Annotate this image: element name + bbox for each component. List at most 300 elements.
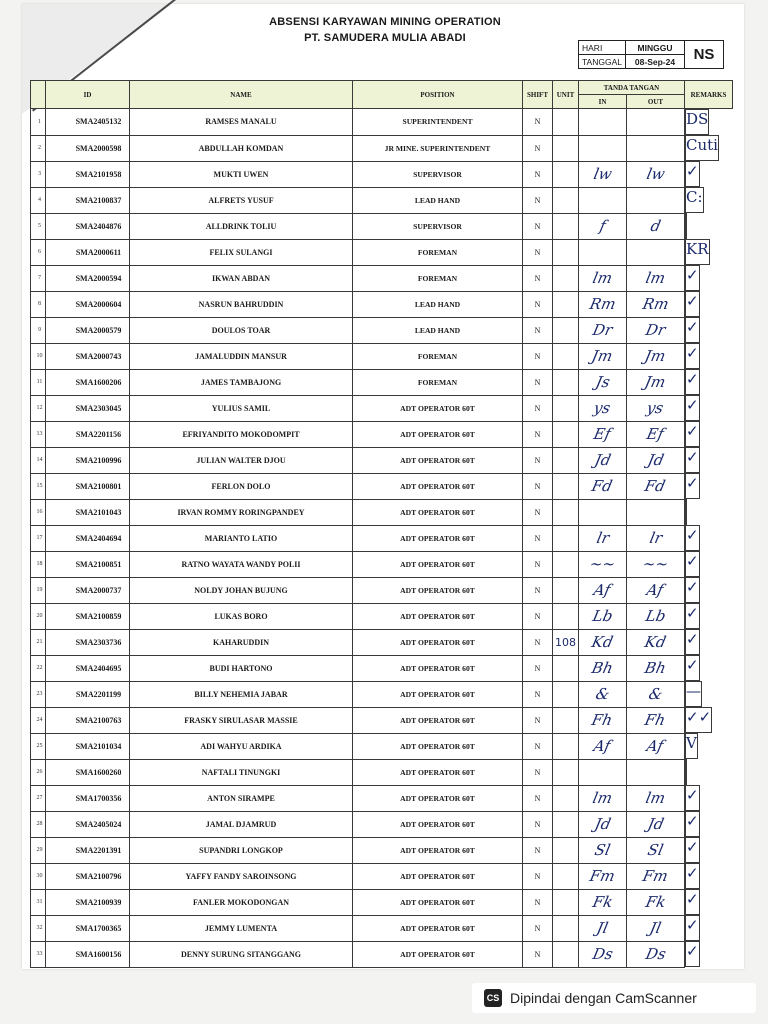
row-number: 4	[31, 187, 46, 213]
camscanner-text: Dipindai dengan CamScanner	[510, 990, 697, 1006]
employee-id: SMA2000743	[46, 343, 130, 369]
handwritten-signature: Js	[593, 373, 612, 391]
unit-cell	[553, 395, 579, 421]
signature-out	[627, 915, 685, 941]
employee-position: ADT OPERATOR 60T	[353, 733, 523, 759]
employee-id: SMA2405132	[46, 109, 130, 136]
employee-name: ADI WAHYU ARDIKA	[130, 733, 353, 759]
employee-id: SMA2404694	[46, 525, 130, 551]
remark-cell	[685, 369, 700, 395]
handwritten-signature: Rm	[587, 295, 618, 313]
handwritten-remark: ✓	[686, 578, 699, 596]
row-number: 32	[31, 915, 46, 941]
handwritten-remark: ✓	[686, 656, 699, 674]
employee-id: SMA2100851	[46, 551, 130, 577]
row-number: 6	[31, 239, 46, 265]
handwritten-remark: ✓	[686, 630, 699, 648]
handwritten-remark: ✓✓	[686, 708, 712, 726]
employee-position: ADT OPERATOR 60T	[353, 681, 523, 707]
unit-header: UNIT	[553, 81, 579, 109]
no-header	[31, 81, 46, 109]
camscanner-icon: CS	[484, 989, 502, 1007]
table-row	[31, 291, 733, 317]
handwritten-signature: ~~	[588, 555, 617, 573]
row-number: 16	[31, 499, 46, 525]
remark-cell	[685, 889, 700, 915]
employee-name: DENNY SURUNG SITANGGANG	[130, 941, 353, 967]
employee-position: ADT OPERATOR 60T	[353, 499, 523, 525]
handwritten-remark: ✓	[686, 604, 699, 622]
handwritten-signature: Rm	[640, 295, 671, 313]
signature-out	[627, 603, 685, 629]
handwritten-signature: Af	[592, 581, 613, 599]
handwritten-remark: ✓	[686, 474, 699, 492]
employee-name: RAMSES MANALU	[130, 109, 353, 136]
row-number: 22	[31, 655, 46, 681]
row-number: 9	[31, 317, 46, 343]
row-number: 12	[31, 395, 46, 421]
name-header: NAME	[130, 81, 353, 109]
signature-in	[579, 473, 627, 499]
remark-cell	[685, 707, 712, 733]
row-number: 11	[31, 369, 46, 395]
row-number: 20	[31, 603, 46, 629]
handwritten-signature: lm	[644, 789, 667, 807]
signature-in	[579, 317, 627, 343]
row-number: 19	[31, 577, 46, 603]
signature-out	[627, 213, 685, 239]
shift-cell: N	[523, 941, 553, 967]
unit-cell	[553, 109, 579, 136]
employee-name: RATNO WAYATA WANDY POLII	[130, 551, 353, 577]
signature-in	[579, 291, 627, 317]
shift-cell: N	[523, 551, 553, 577]
signature-out	[627, 629, 685, 655]
signature-out	[627, 811, 685, 837]
employee-id: SMA2000604	[46, 291, 130, 317]
employee-position: LEAD HAND	[353, 317, 523, 343]
employee-position: FOREMAN	[353, 265, 523, 291]
unit-cell	[553, 265, 579, 291]
remark-cell	[685, 291, 700, 317]
table-row	[31, 551, 733, 577]
unit-cell	[553, 941, 579, 967]
signature-out	[627, 941, 685, 967]
handwritten-signature: Kd	[643, 633, 668, 651]
handwritten-signature: Fd	[590, 477, 615, 495]
shift-cell: N	[523, 629, 553, 655]
handwritten-signature: Af	[592, 737, 613, 755]
employee-name: SUPANDRI LONGKOP	[130, 837, 353, 863]
signature-in	[579, 603, 627, 629]
shift-cell: N	[523, 603, 553, 629]
shift-cell: N	[523, 187, 553, 213]
handwritten-signature: d	[648, 217, 663, 235]
unit-cell	[553, 499, 579, 525]
shift-cell: N	[523, 655, 553, 681]
signature-in	[579, 499, 627, 525]
shift-cell: N	[523, 421, 553, 447]
shift-cell: N	[523, 811, 553, 837]
handwritten-signature: Af	[645, 581, 666, 599]
shift-cell: N	[523, 733, 553, 759]
position-header: POSITION	[353, 81, 523, 109]
unit-cell	[553, 759, 579, 785]
shift-cell: N	[523, 577, 553, 603]
unit-cell	[553, 343, 579, 369]
employee-name: FANLER MOKODONGAN	[130, 889, 353, 915]
employee-name: ANTON SIRAMPE	[130, 785, 353, 811]
row-number: 14	[31, 447, 46, 473]
signature-in	[579, 915, 627, 941]
employee-name: FRASKY SIRULASAR MASSIE	[130, 707, 353, 733]
signature-in	[579, 811, 627, 837]
signature-in	[579, 655, 627, 681]
signature-out	[627, 473, 685, 499]
handwritten-remark: ✓	[686, 318, 699, 336]
employee-position: ADT OPERATOR 60T	[353, 421, 523, 447]
remark-cell	[685, 733, 698, 759]
table-row	[31, 161, 733, 187]
employee-name: BILLY NEHEMIA JABAR	[130, 681, 353, 707]
signature-out	[627, 837, 685, 863]
handwritten-signature: Dr	[590, 321, 615, 339]
signature-in	[579, 395, 627, 421]
handwritten-signature: Ds	[643, 945, 668, 963]
day-date-box	[578, 40, 724, 69]
handwritten-remark: ✓	[686, 890, 699, 908]
employee-name: YAFFY FANDY SAROINSONG	[130, 863, 353, 889]
signature-out	[627, 421, 685, 447]
handwritten-signature: Jm	[643, 373, 668, 391]
unit-cell	[553, 863, 579, 889]
shift-cell: N	[523, 369, 553, 395]
signature-out	[627, 291, 685, 317]
row-number: 10	[31, 343, 46, 369]
table-row	[31, 187, 733, 213]
shift-cell: N	[523, 837, 553, 863]
unit-cell	[553, 421, 579, 447]
table-row	[31, 759, 733, 785]
handwritten-signature: lr	[647, 529, 664, 547]
table-row	[31, 655, 733, 681]
handwritten-remark: ✓	[686, 552, 699, 570]
employee-position: FOREMAN	[353, 343, 523, 369]
table-row	[31, 681, 733, 707]
employee-position: ADT OPERATOR 60T	[353, 603, 523, 629]
unit-cell	[553, 187, 579, 213]
handwritten-signature: Jd	[592, 815, 613, 833]
handwritten-signature: ys	[645, 399, 666, 417]
employee-name: MARIANTO LATIO	[130, 525, 353, 551]
in-header: IN	[579, 95, 627, 109]
table-row	[31, 239, 733, 265]
employee-id: SMA2100837	[46, 187, 130, 213]
unit-cell	[553, 915, 579, 941]
handwritten-remark: ✓	[686, 396, 699, 414]
company-name: PT. SAMUDERA MULIA ABADI	[304, 32, 466, 44]
handwritten-remark: ✓	[686, 526, 699, 544]
employee-name: KAHARUDDIN	[130, 629, 353, 655]
row-number: 15	[31, 473, 46, 499]
employee-id: SMA2000579	[46, 317, 130, 343]
handwritten-signature: Kd	[590, 633, 615, 651]
signature-out	[627, 343, 685, 369]
unit-cell	[553, 707, 579, 733]
shift-cell: N	[523, 109, 553, 136]
signature-in	[579, 421, 627, 447]
employee-id: SMA2101958	[46, 161, 130, 187]
remark-cell	[685, 447, 700, 473]
row-number: 13	[31, 421, 46, 447]
unit-cell	[553, 135, 579, 161]
employee-position: ADT OPERATOR 60T	[353, 707, 523, 733]
table-row	[31, 577, 733, 603]
signature-out	[627, 525, 685, 551]
remark-cell	[685, 187, 704, 213]
employee-id: SMA2201156	[46, 421, 130, 447]
signature-in	[579, 681, 627, 707]
tanggal-label: TANGGAL	[579, 55, 626, 69]
handwritten-signature: Fk	[643, 893, 668, 911]
handwritten-signature: Jd	[645, 451, 666, 469]
unit-cell	[553, 889, 579, 915]
table-row	[31, 395, 733, 421]
unit-cell	[553, 837, 579, 863]
employee-id: SMA1600206	[46, 369, 130, 395]
employee-position: ADT OPERATOR 60T	[353, 941, 523, 967]
signature-out	[627, 707, 685, 733]
handwritten-remark: ✓	[686, 448, 699, 466]
employee-name: FELIX SULANGI	[130, 239, 353, 265]
table-row	[31, 447, 733, 473]
employee-position: SUPERVISOR	[353, 161, 523, 187]
signature-in	[579, 733, 627, 759]
remark-cell	[685, 109, 709, 135]
handwritten-signature: lr	[594, 529, 611, 547]
unit-cell	[553, 291, 579, 317]
signature-in	[579, 707, 627, 733]
employee-name: EFRIYANDITO MOKODOMPIT	[130, 421, 353, 447]
signature-in	[579, 525, 627, 551]
handwritten-remark: ✓	[686, 942, 699, 960]
signature-out	[627, 499, 685, 525]
employee-name: NASRUN BAHRUDDIN	[130, 291, 353, 317]
handwritten-remark: DS	[686, 110, 709, 128]
table-row	[31, 629, 733, 655]
row-number: 7	[31, 265, 46, 291]
employee-id: SMA2303736	[46, 629, 130, 655]
shift-cell: N	[523, 863, 553, 889]
employee-name: JAMAL DJAMRUD	[130, 811, 353, 837]
hari-label: HARI	[579, 41, 626, 55]
table-row	[31, 343, 733, 369]
employee-id: SMA2101034	[46, 733, 130, 759]
employee-position: ADT OPERATOR 60T	[353, 629, 523, 655]
employee-id: SMA1600260	[46, 759, 130, 785]
employee-name: ALFRETS YUSUF	[130, 187, 353, 213]
remark-cell	[685, 213, 687, 239]
unit-handwritten: 108	[555, 635, 576, 649]
signature-out	[627, 135, 685, 161]
handwritten-signature: Sl	[646, 841, 665, 859]
signature-header: TANDA TANGAN	[579, 81, 685, 95]
signature-out	[627, 187, 685, 213]
shift-cell: N	[523, 291, 553, 317]
table-row	[31, 837, 733, 863]
handwritten-remark: ✓	[686, 292, 699, 310]
employee-position: FOREMAN	[353, 239, 523, 265]
handwritten-signature: Fh	[590, 711, 615, 729]
remark-cell	[685, 811, 700, 837]
shift-cell: N	[523, 681, 553, 707]
row-number: 17	[31, 525, 46, 551]
table-row	[31, 265, 733, 291]
row-number: 1	[31, 109, 46, 136]
handwritten-remark: ✓	[686, 916, 699, 934]
unit-cell	[553, 213, 579, 239]
out-header: OUT	[627, 95, 685, 109]
table-row	[31, 889, 733, 915]
signature-out	[627, 863, 685, 889]
employee-name: FERLON DOLO	[130, 473, 353, 499]
employee-position: ADT OPERATOR 60T	[353, 863, 523, 889]
employee-name: NAFTALI TINUNGKI	[130, 759, 353, 785]
employee-name: ABDULLAH KOMDAN	[130, 135, 353, 161]
signature-out	[627, 317, 685, 343]
shift-cell: N	[523, 707, 553, 733]
row-number: 3	[31, 161, 46, 187]
attendance-rows	[31, 109, 733, 968]
handwritten-remark: ✓	[686, 162, 699, 180]
handwritten-signature: Fm	[588, 867, 617, 885]
signature-in	[579, 239, 627, 265]
row-number: 26	[31, 759, 46, 785]
row-number: 18	[31, 551, 46, 577]
employee-id: SMA2000737	[46, 577, 130, 603]
employee-position: FOREMAN	[353, 369, 523, 395]
row-number: 27	[31, 785, 46, 811]
shift-cell: N	[523, 395, 553, 421]
table-row	[31, 473, 733, 499]
signature-in	[579, 187, 627, 213]
handwritten-signature: Lb	[590, 607, 615, 625]
camscanner-watermark	[472, 983, 756, 1013]
table-row	[31, 109, 733, 136]
handwritten-signature: Fd	[643, 477, 668, 495]
handwritten-signature: Bh	[643, 659, 668, 677]
handwritten-signature: Fh	[643, 711, 668, 729]
handwritten-signature: Bh	[590, 659, 615, 677]
employee-position: ADT OPERATOR 60T	[353, 915, 523, 941]
row-number: 28	[31, 811, 46, 837]
unit-cell	[553, 733, 579, 759]
table-row	[31, 707, 733, 733]
signature-in	[579, 889, 627, 915]
handwritten-signature: ~~	[641, 555, 670, 573]
table-row	[31, 603, 733, 629]
employee-position: ADT OPERATOR 60T	[353, 759, 523, 785]
row-number: 31	[31, 889, 46, 915]
remark-cell	[685, 161, 700, 187]
employee-position: LEAD HAND	[353, 291, 523, 317]
remark-cell	[685, 395, 700, 421]
employee-name: YULIUS SAMIL	[130, 395, 353, 421]
remark-cell	[685, 577, 700, 603]
shift-cell: N	[523, 759, 553, 785]
row-number: 33	[31, 941, 46, 967]
handwritten-signature: lm	[591, 789, 614, 807]
remark-cell	[685, 499, 687, 525]
remark-cell	[685, 915, 700, 941]
shift-cell: N	[523, 499, 553, 525]
handwritten-signature: &	[593, 685, 612, 703]
handwritten-signature: ys	[592, 399, 613, 417]
handwritten-signature: Af	[645, 737, 666, 755]
signature-in	[579, 941, 627, 967]
table-row	[31, 941, 733, 967]
employee-position: ADT OPERATOR 60T	[353, 395, 523, 421]
remark-cell	[685, 837, 700, 863]
remark-cell	[685, 525, 700, 551]
remark-cell	[685, 863, 700, 889]
shift-cell: N	[523, 525, 553, 551]
remark-cell	[685, 681, 702, 707]
table-row	[31, 863, 733, 889]
row-number: 24	[31, 707, 46, 733]
employee-id: SMA2404695	[46, 655, 130, 681]
handwritten-signature: Jl	[595, 919, 610, 937]
remark-cell	[685, 629, 700, 655]
employee-id: SMA2303045	[46, 395, 130, 421]
employee-id: SMA2100996	[46, 447, 130, 473]
employee-name: BUDI HARTONO	[130, 655, 353, 681]
shift-cell: N	[523, 317, 553, 343]
shift-header: SHIFT	[523, 81, 553, 109]
remark-cell	[685, 603, 700, 629]
shift-cell: N	[523, 265, 553, 291]
handwritten-signature: Jd	[592, 451, 613, 469]
signature-out	[627, 395, 685, 421]
unit-cell	[553, 681, 579, 707]
unit-cell	[553, 811, 579, 837]
employee-name: MUKTI UWEN	[130, 161, 353, 187]
handwritten-signature: lm	[591, 269, 614, 287]
unit-cell	[553, 785, 579, 811]
employee-id: SMA2000611	[46, 239, 130, 265]
shift-cell: N	[523, 213, 553, 239]
handwritten-signature: Ef	[645, 425, 666, 443]
employee-position: SUPERINTENDENT	[353, 109, 523, 136]
handwritten-signature: Jm	[643, 347, 668, 365]
signature-out	[627, 889, 685, 915]
remark-cell	[685, 265, 700, 291]
table-row	[31, 499, 733, 525]
remark-cell	[685, 655, 700, 681]
tanggal-value: 08-Sep-24	[626, 55, 685, 69]
signature-in	[579, 135, 627, 161]
signature-in	[579, 109, 627, 136]
employee-position: ADT OPERATOR 60T	[353, 473, 523, 499]
handwritten-signature: f	[597, 217, 608, 235]
handwritten-remark: ✓	[686, 864, 699, 882]
unit-cell	[553, 603, 579, 629]
handwritten-signature: Fm	[641, 867, 670, 885]
remark-cell	[685, 135, 719, 161]
handwritten-signature: Jm	[590, 347, 615, 365]
row-number: 25	[31, 733, 46, 759]
document-title: ABSENSI KARYAWAN MINING OPERATION	[269, 16, 501, 28]
